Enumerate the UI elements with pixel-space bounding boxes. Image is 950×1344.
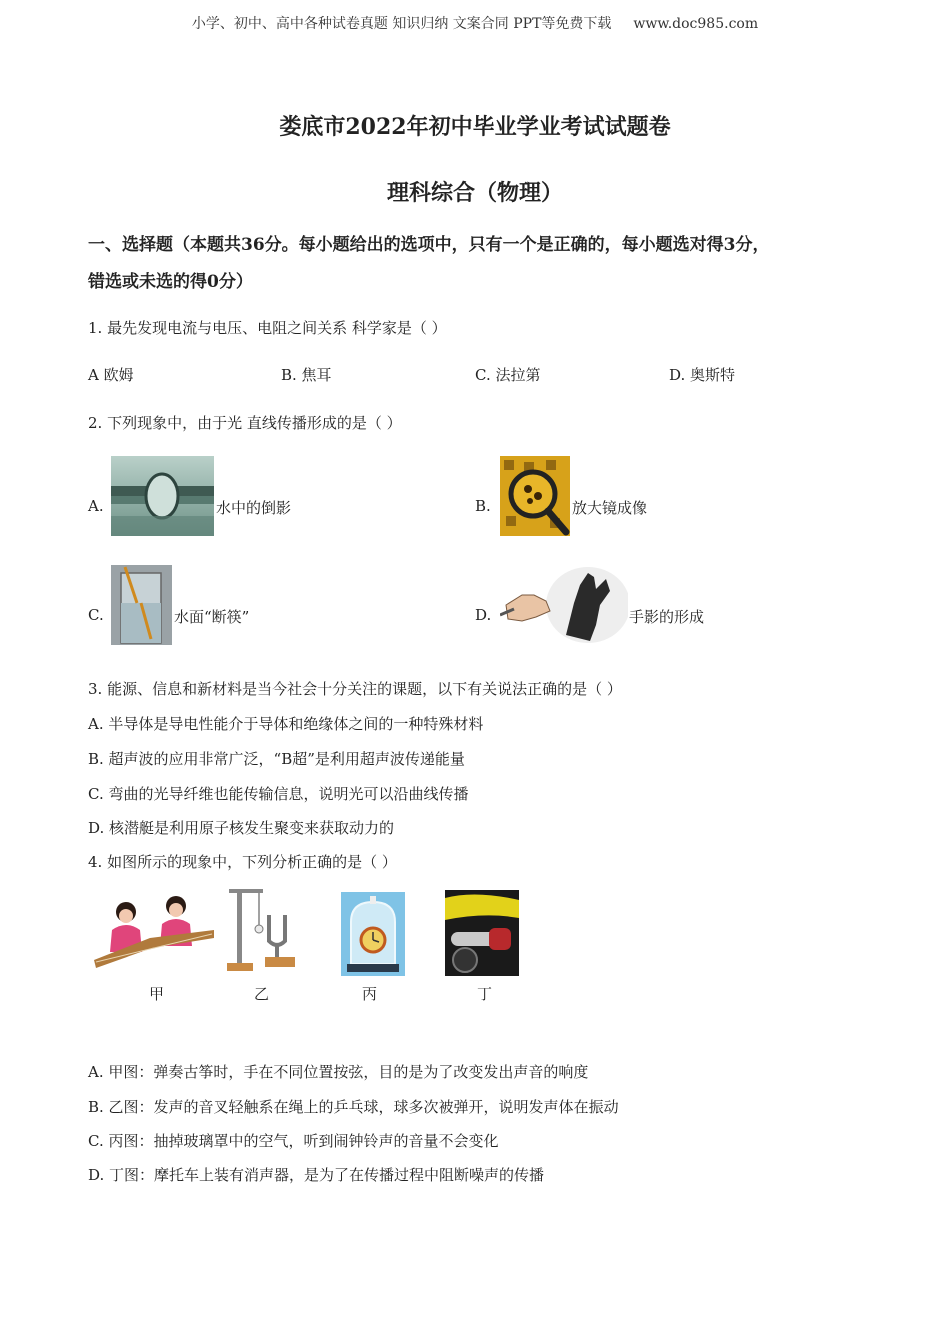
- label-jia: 甲: [149, 985, 165, 1003]
- label-bing: 丙: [362, 985, 378, 1003]
- q2-option-c-caption: 水面“断筷”: [174, 608, 250, 626]
- q2-option-b-letter: B.: [475, 497, 491, 515]
- q2-stem: 2. 下列现象中，由于光 直线传播形成的是（ ）: [88, 414, 402, 432]
- chopstick-in-water-image: [111, 565, 172, 645]
- page-header: [0, 13, 950, 33]
- header-url[interactable]: www.doc985.com: [633, 16, 759, 32]
- q3-stem: 3. 能源、信息和新材料是当今社会十分关注的课题，以下有关说法正确的是（ ）: [88, 680, 622, 698]
- q2-option-d-letter: D.: [475, 606, 492, 624]
- section-heading-line1: 一、选择题（本题共36分。每小题给出的选项中，只有一个是正确的，每小题选对得3分，: [88, 235, 770, 255]
- q2-option-a-letter: A.: [88, 497, 104, 515]
- page-title: 娄底市2022年初中毕业学业考试试题卷: [279, 114, 671, 140]
- q4-option-d: D. 丁图：摩托车上装有消声器，是为了在传播过程中阻断噪声的传播: [88, 1166, 545, 1184]
- page-subtitle: 理科综合（物理）: [386, 180, 563, 206]
- section-heading-line2: 错选或未选的得0分）: [88, 272, 253, 292]
- bridge-reflection-image: [111, 456, 214, 536]
- q4-option-c: C. 丙图：抽掉玻璃罩中的空气，听到闹钟铃声的音量不会变化: [88, 1132, 499, 1150]
- q1-option-b: B. 焦耳: [281, 366, 332, 384]
- q1-option-d: D. 奥斯特: [669, 366, 736, 384]
- q1-stem: 1. 最先发现电流与电压、电阻之间关系 科学家是（ ）: [88, 319, 447, 337]
- q1-option-c: C. 法拉第: [475, 366, 541, 384]
- q2-option-a-caption: 水中的倒影: [216, 499, 292, 517]
- q1-option-a: A 欧姆: [88, 366, 134, 384]
- hand-shadow-image: [500, 565, 628, 645]
- header-text: 小学、初中、高中各种试卷真题 知识归纳 文案合同 PPT等免费下载: [191, 16, 612, 32]
- guzheng-image: [90, 890, 216, 972]
- q3-option-a: A. 半导体是导电性能介于导体和绝缘体之间的一种特殊材料: [88, 715, 484, 733]
- q3-option-b: B. 超声波的应用非常广泛，“B超”是利用超声波传递能量: [88, 750, 465, 768]
- label-ding: 丁: [477, 985, 493, 1003]
- motorcycle-muffler-image: [445, 890, 519, 976]
- label-yi: 乙: [254, 985, 270, 1003]
- q3-option-c: C. 弯曲的光导纤维也能传输信息，说明光可以沿曲线传播: [88, 785, 469, 803]
- bell-jar-image: [341, 892, 405, 976]
- q2-option-c-letter: C.: [88, 606, 104, 624]
- tuning-fork-image: [225, 885, 300, 973]
- q2-option-d-caption: 手影的形成: [629, 608, 705, 626]
- q4-option-a: A. 甲图：弹奏古筝时，手在不同位置按弦，目的是为了改变发出声音的响度: [88, 1063, 589, 1081]
- magnifier-image: [500, 456, 570, 536]
- q3-option-d: D. 核潜艇是利用原子核发生聚变来获取动力的: [88, 819, 395, 837]
- q4-stem: 4. 如图所示的现象中，下列分析正确的是（ ）: [88, 853, 397, 871]
- q2-option-b-caption: 放大镜成像: [572, 499, 648, 517]
- q4-option-b: B. 乙图：发声的音叉轻触系在绳上的乒乓球，球多次被弹开，说明发声体在振动: [88, 1098, 619, 1116]
